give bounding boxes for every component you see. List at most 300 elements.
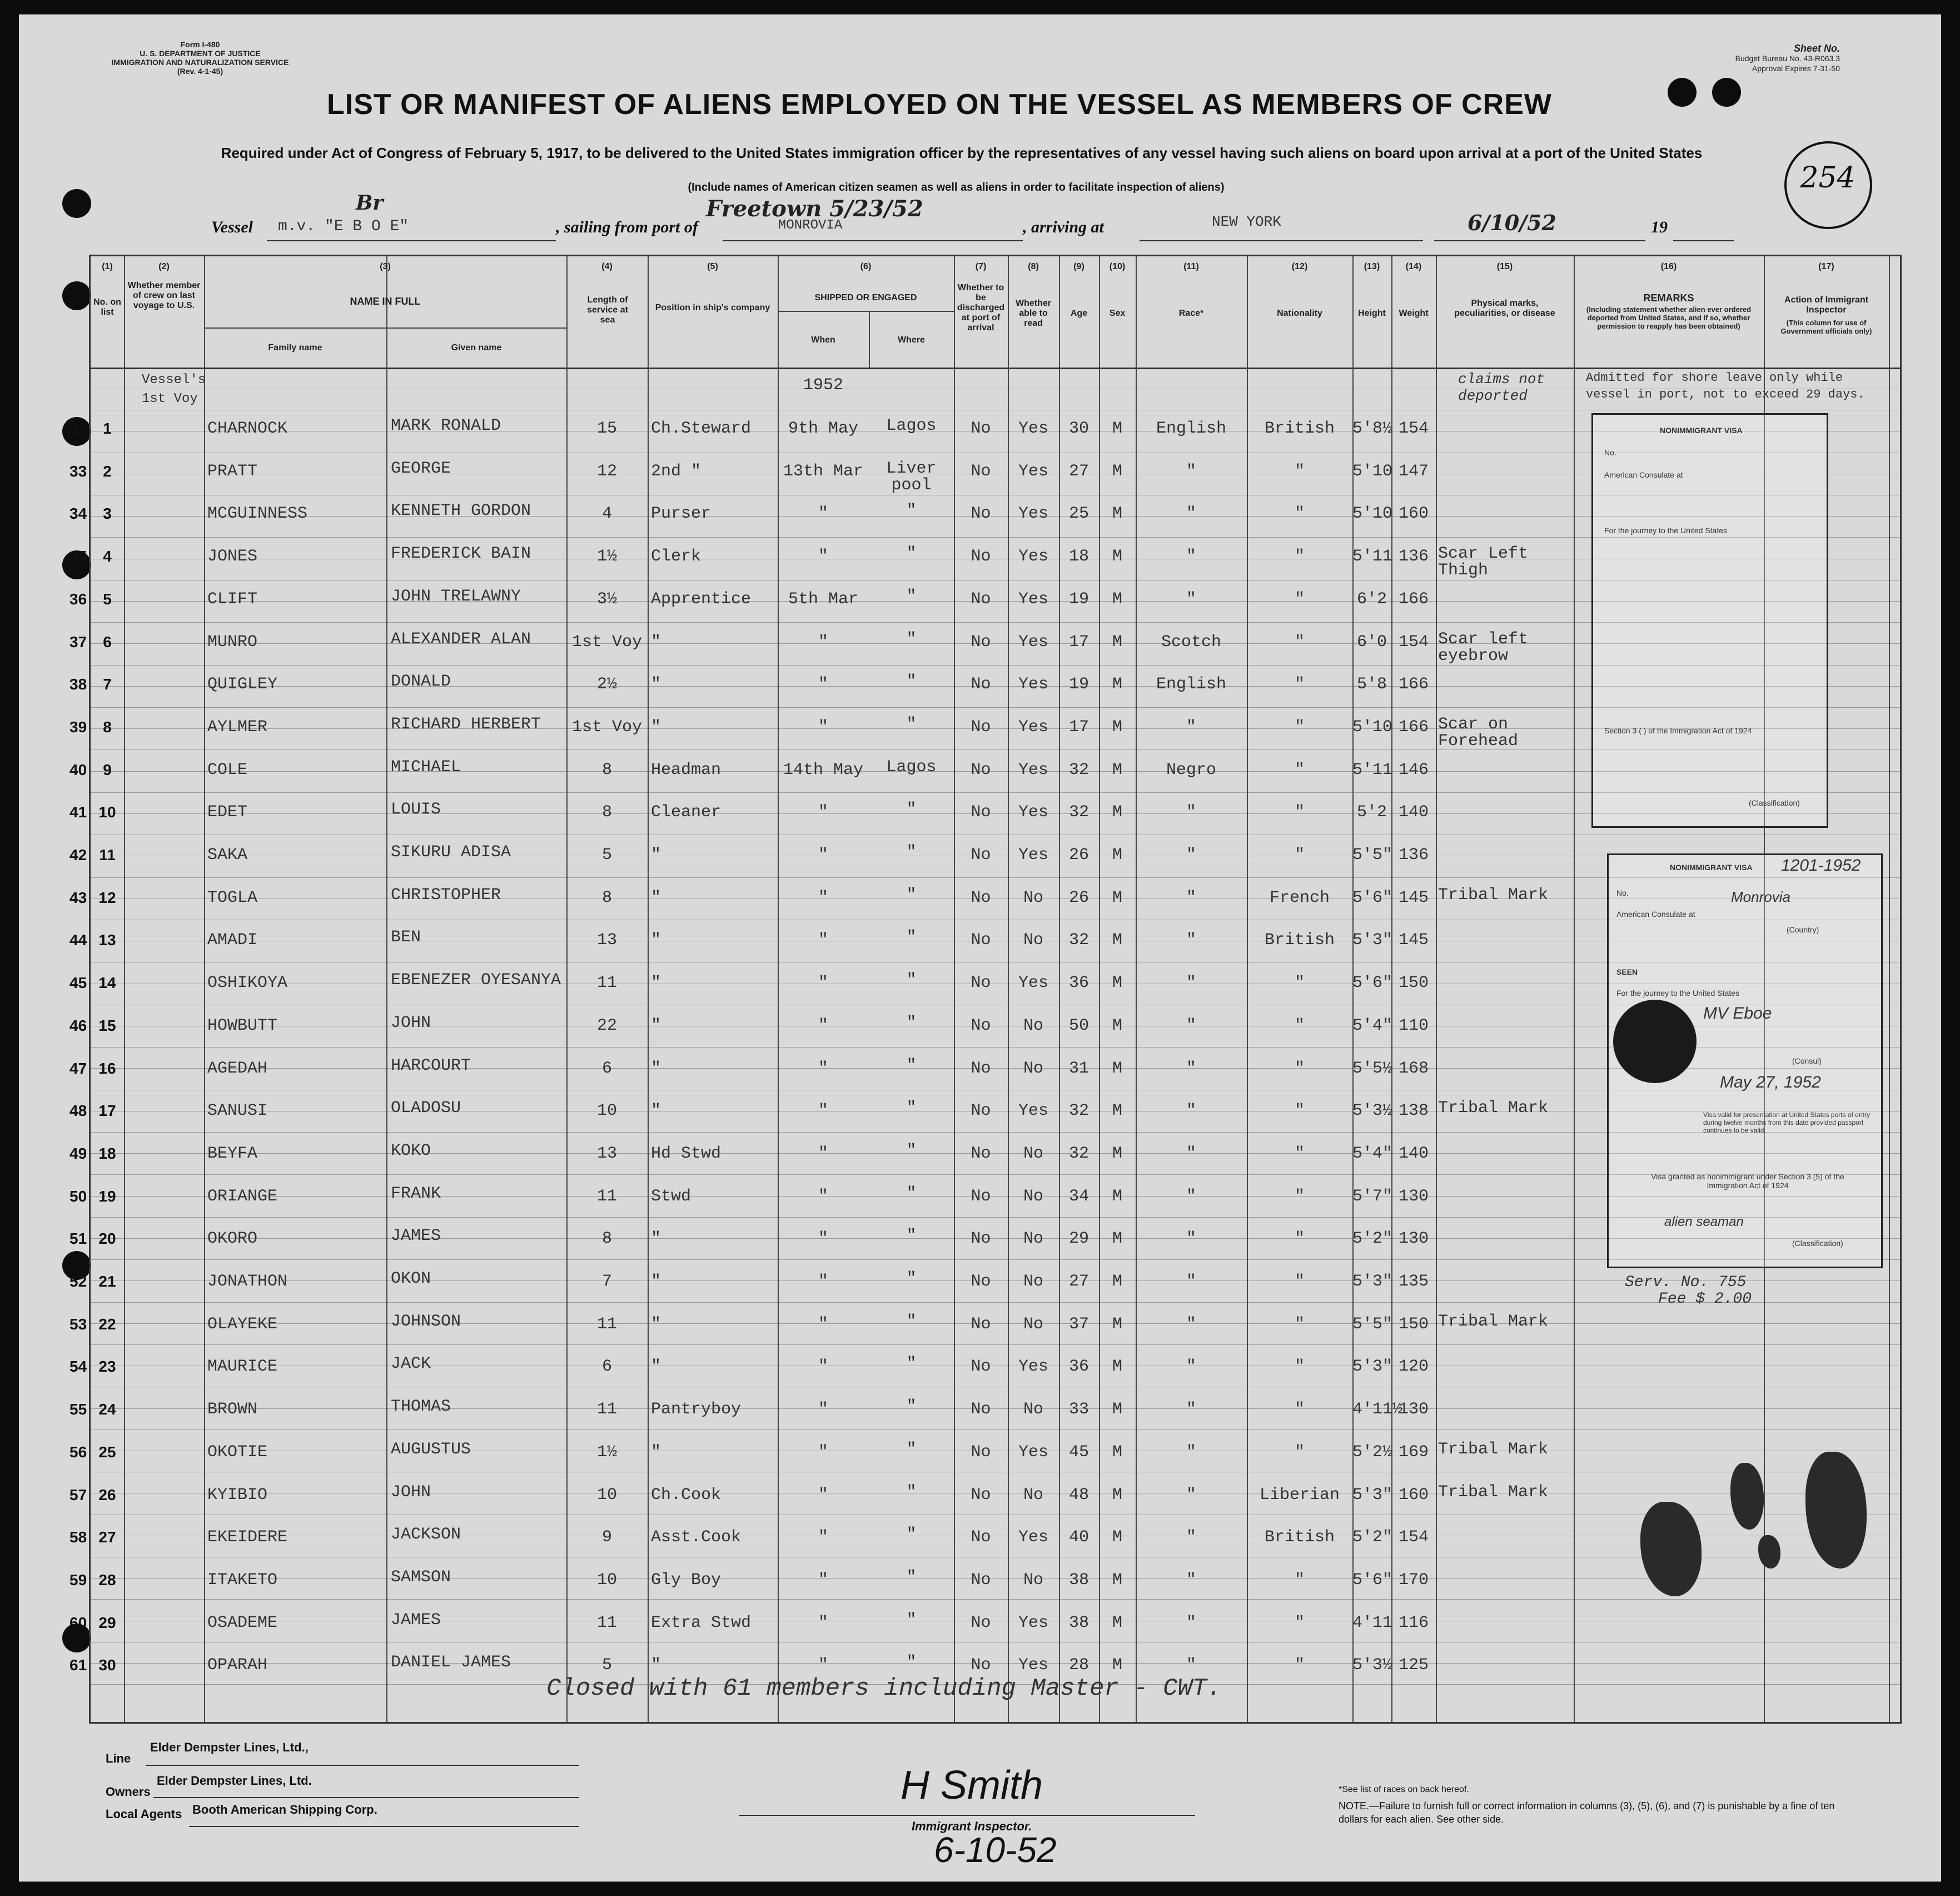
row-18-service: 13 (596, 1144, 617, 1163)
row-22-nationality: " (1294, 1314, 1305, 1334)
row-14-given: EBENEZER OYESANYA (391, 971, 561, 990)
row-10-when: " (818, 803, 828, 822)
row-22-no: 22 (98, 1315, 116, 1333)
row-27-given: JACKSON (391, 1525, 461, 1545)
row-27-read: Yes (1018, 1528, 1048, 1547)
row-15-discharged: No (971, 1016, 991, 1035)
row-19-age: 34 (1068, 1187, 1089, 1206)
row-20-given: JAMES (391, 1227, 441, 1246)
row-6-service: 1st Voy (571, 632, 643, 652)
row-23-height: 5'3" (1352, 1357, 1393, 1377)
row-14-where: " (906, 971, 917, 990)
row-24-no: 24 (98, 1401, 116, 1418)
fingerprint-mark (1758, 1535, 1780, 1569)
row-7-given: DONALD (391, 672, 451, 692)
row-11-sex: M (1112, 846, 1122, 865)
col-num-7: (7) (975, 262, 987, 271)
row-4-sex: M (1112, 547, 1122, 567)
row-14-read: Yes (1018, 974, 1048, 993)
row-22-family: OLAYEKE (207, 1314, 278, 1334)
row-4-race: " (1186, 547, 1196, 567)
col-num-15: (15) (1496, 262, 1513, 271)
visa-journey: For the journey to the United States (1616, 989, 1740, 997)
row-14-when: " (818, 974, 828, 993)
prior-voyage-note: Vessel's 1st Voy (142, 373, 206, 406)
row-15-family: HOWBUTT (207, 1016, 278, 1035)
row-9-read: Yes (1018, 760, 1048, 780)
row-13-marks (1438, 929, 1574, 965)
revision: (Rev. 4-1-45) (177, 67, 223, 76)
row-11-race: " (1186, 846, 1196, 865)
agents-value: Booth American Shipping Corp. (192, 1803, 377, 1816)
row-30-no: 30 (98, 1656, 116, 1674)
row-7-race: English (1156, 675, 1227, 694)
row-12-nationality: French (1269, 888, 1330, 907)
row-21-marks (1438, 1270, 1574, 1306)
row-6-age: 17 (1068, 632, 1089, 652)
col-num-17: (17) (1818, 262, 1834, 271)
row-22-sex: M (1112, 1314, 1122, 1334)
row-30-height: 5'3½ (1352, 1656, 1393, 1675)
row-2-no: 2 (103, 462, 112, 480)
row-22-service: 11 (596, 1314, 617, 1334)
row-23-sex: M (1112, 1357, 1122, 1377)
service-number: Serv. No. 755 (1625, 1274, 1747, 1291)
col-label-4: Length of service at sea (587, 295, 628, 325)
row-24-service: 11 (596, 1400, 617, 1419)
row-12-weight: 145 (1398, 888, 1429, 907)
visa1-line-3: For the journey to the United States (1604, 526, 1728, 535)
row-6-race: Scotch (1161, 632, 1222, 652)
vessel-name: m.v. "E B O E" (278, 218, 409, 235)
row-28-sex: M (1112, 1570, 1122, 1590)
row-5-nationality: " (1294, 589, 1305, 609)
row-21-weight: 135 (1398, 1272, 1429, 1291)
row-21-given: OKON (391, 1269, 431, 1288)
row-24-nationality: " (1294, 1400, 1305, 1419)
row-1-service: 15 (596, 419, 617, 438)
row-9-sex: M (1112, 760, 1122, 780)
row-6-weight: 154 (1398, 632, 1429, 652)
row-28-no: 28 (98, 1571, 116, 1589)
col-label-14: Weight (1399, 309, 1429, 318)
row-11-marks (1438, 844, 1574, 880)
row-30-weight: 125 (1398, 1656, 1429, 1675)
row-5-family: CLIFT (207, 589, 258, 609)
visa-fee: Fee $ 2.00 (1658, 1291, 1752, 1308)
row-25-discharged: No (971, 1442, 991, 1462)
row-21-discharged: No (971, 1272, 991, 1291)
row-19-service: 11 (596, 1187, 617, 1206)
row-15-race: " (1186, 1016, 1196, 1035)
row-4-no: 4 (103, 548, 112, 565)
row-29-no: 29 (98, 1614, 116, 1631)
row-27-sex: M (1112, 1528, 1122, 1547)
row-26-family: KYIBIO (207, 1485, 268, 1505)
line-value: Elder Dempster Lines, Ltd., (150, 1740, 309, 1754)
col-label-13: Height (1358, 309, 1386, 318)
col-label-5: Position in ship's company (655, 303, 770, 312)
row-9-no: 9 (103, 761, 112, 778)
row-16-race: " (1186, 1059, 1196, 1078)
row-15-position: " (651, 1016, 661, 1035)
row-14-no: 14 (98, 974, 116, 992)
row-3-height: 5'10 (1352, 504, 1393, 524)
row-21-race: " (1186, 1272, 1196, 1291)
row-6-marks: Scar left eyebrow (1438, 629, 1529, 666)
row-8-no: 8 (103, 718, 112, 736)
row-10-race: " (1186, 803, 1196, 822)
row-8-sex: M (1112, 717, 1122, 737)
crew-table (69, 255, 1902, 1724)
statutory-text: Required under Act of Congress of February 5, 1917, to be delivered to the United States immigration officer by the representatives of any vessel having such aliens on board upon arrival at a port of the United States (221, 145, 1703, 161)
row-8-family: AYLMER (207, 717, 268, 737)
row-3-no: 3 (103, 505, 112, 523)
row-17-age: 32 (1068, 1101, 1089, 1121)
row-20-discharged: No (971, 1229, 991, 1249)
row-22-position: " (651, 1314, 661, 1334)
row-7-margin: 38 (69, 676, 87, 693)
row-21-no: 21 (98, 1273, 116, 1290)
row-10-age: 32 (1068, 803, 1089, 822)
row-5-when: 5th Mar (788, 589, 859, 609)
row-16-when: " (818, 1059, 828, 1078)
row-13-height: 5'3" (1352, 931, 1393, 950)
row-30-where: " (906, 1653, 917, 1672)
row-17-position: " (651, 1101, 661, 1121)
col-num-12: (12) (1291, 262, 1308, 271)
sailing-port: MONROVIA (778, 218, 843, 233)
row-8-weight: 166 (1398, 717, 1429, 737)
form-number: Form I-480 (180, 40, 220, 49)
row-19-weight: 130 (1398, 1187, 1429, 1206)
sailing-label: , sailing from port of (556, 218, 698, 236)
col-family-name: Family name (268, 343, 322, 353)
col-label-10: Sex (1109, 309, 1126, 318)
row-24-marks (1438, 1398, 1574, 1434)
row-10-position: Cleaner (651, 803, 722, 822)
row-27-marks (1438, 1526, 1574, 1562)
col-label-3: NAME IN FULL (350, 296, 421, 307)
row-24-family: BROWN (207, 1400, 258, 1419)
row-1-read: Yes (1018, 419, 1048, 438)
row-6-discharged: No (971, 632, 991, 652)
row-17-sex: M (1112, 1101, 1122, 1121)
visa-title: NONIMMIGRANT VISA (1670, 863, 1753, 872)
row-4-service: 1½ (596, 547, 617, 567)
row-3-service: 4 (601, 504, 612, 524)
row-12-family: TOGLA (207, 888, 258, 907)
row-23-family: MAURICE (207, 1357, 278, 1377)
row-18-race: " (1186, 1144, 1196, 1163)
row-5-position: Apprentice (651, 589, 752, 609)
row-16-age: 31 (1068, 1059, 1089, 1078)
visa1-line-4: Section 3 ( ) of the Immigration Act of 1924 (1604, 726, 1752, 735)
row-26-weight: 160 (1398, 1485, 1429, 1505)
row-1-height: 5'8½ (1352, 419, 1393, 438)
row-13-weight: 145 (1398, 931, 1429, 950)
row-3-nationality: " (1294, 504, 1305, 524)
row-13-age: 32 (1068, 931, 1089, 950)
row-29-margin: 60 (69, 1614, 87, 1631)
row-8-service: 1st Voy (571, 717, 643, 737)
row-2-race: " (1186, 461, 1196, 481)
row-11-family: SAKA (207, 846, 248, 865)
row-17-marks: Tribal Mark (1438, 1099, 1549, 1118)
row-5-given: JOHN TRELAWNY (391, 587, 521, 606)
visa-no-label: No. (1616, 889, 1629, 897)
row-11-discharged: No (971, 846, 991, 865)
row-15-no: 15 (98, 1016, 116, 1034)
row-1-family: CHARNOCK (207, 419, 288, 438)
row-10-service: 8 (601, 803, 612, 822)
col-num-8: (8) (1028, 262, 1039, 271)
form-identification (83, 40, 317, 76)
row-20-when: " (818, 1229, 828, 1249)
row-8-given: RICHARD HERBERT (391, 714, 541, 734)
visa-number: 1201-1952 (1781, 856, 1861, 875)
row-25-family: OKOTIE (207, 1442, 268, 1462)
row-14-race: " (1186, 974, 1196, 993)
row-24-when: " (818, 1400, 828, 1419)
row-24-where: " (906, 1397, 917, 1417)
row-19-family: ORIANGE (207, 1187, 278, 1206)
visa-seen: SEEN (1616, 967, 1638, 976)
row-18-where: " (906, 1141, 917, 1160)
row-21-when: " (818, 1272, 828, 1291)
col-sub-16: (Including statement whether alien ever ordered deported from United States, and if so, whether permission to reapply has been obtained) (1586, 305, 1752, 330)
row-6-position: " (651, 632, 661, 652)
row-30-nationality: " (1294, 1656, 1305, 1675)
row-15-weight: 110 (1398, 1016, 1429, 1035)
row-16-where: " (906, 1056, 917, 1075)
col-where: Where (898, 335, 925, 345)
row-19-race: " (1186, 1187, 1196, 1206)
row-19-where: " (906, 1184, 917, 1203)
row-16-read: No (1023, 1059, 1043, 1078)
row-30-age: 28 (1068, 1656, 1089, 1675)
row-6-sex: M (1112, 632, 1122, 652)
row-13-margin: 44 (69, 931, 87, 949)
row-17-read: Yes (1018, 1101, 1048, 1121)
row-17-when: " (818, 1101, 828, 1121)
row-30-race: " (1186, 1656, 1196, 1675)
row-18-nationality: " (1294, 1144, 1305, 1163)
row-13-read: No (1023, 931, 1043, 950)
row-20-nationality: " (1294, 1229, 1305, 1249)
row-24-weight: 130 (1398, 1400, 1429, 1419)
row-30-when: " (818, 1656, 828, 1675)
inspector-date: 6-10-52 (934, 1830, 1057, 1870)
row-9-nationality: " (1294, 760, 1305, 780)
row-25-height: 5'2½ (1352, 1442, 1393, 1462)
row-8-race: " (1186, 717, 1196, 737)
row-3-when: " (818, 504, 828, 524)
fingerprint-mark (1640, 1502, 1702, 1596)
row-1-discharged: No (971, 419, 991, 438)
row-14-sex: M (1112, 974, 1122, 993)
row-12-marks: Tribal Mark (1438, 885, 1549, 905)
row-1-position: Ch.Steward (651, 419, 752, 438)
row-17-where: " (906, 1099, 917, 1118)
row-28-marks (1438, 1569, 1574, 1605)
row-7-age: 19 (1068, 675, 1089, 694)
col-label-15: Physical marks, peculiarities, or disease (1454, 299, 1555, 318)
row-8-height: 5'10 (1352, 717, 1393, 737)
row-4-read: Yes (1018, 547, 1048, 567)
row-12-race: " (1186, 888, 1196, 907)
row-4-weight: 136 (1398, 547, 1429, 567)
row-3-margin: 34 (69, 505, 87, 523)
row-3-family: MCGUINNESS (207, 504, 308, 524)
row-15-given: JOHN (391, 1013, 431, 1033)
row-4-height: 5'11 (1352, 547, 1393, 567)
row-14-service: 11 (596, 974, 617, 993)
row-21-margin: 52 (69, 1273, 87, 1290)
row-3-age: 25 (1068, 504, 1089, 524)
row-18-read: No (1023, 1144, 1043, 1163)
row-16-nationality: " (1294, 1059, 1305, 1078)
row-27-where: " (906, 1525, 917, 1545)
row-13-given: BEN (391, 928, 421, 947)
row-18-marks (1438, 1143, 1574, 1178)
row-23-service: 6 (601, 1357, 612, 1377)
row-29-sex: M (1112, 1613, 1122, 1632)
row-27-margin: 58 (69, 1528, 87, 1546)
approval-expiry: Approval Expires 7-31-50 (1752, 64, 1840, 73)
row-10-where: " (906, 800, 917, 820)
row-17-race: " (1186, 1101, 1196, 1121)
row-7-service: 2½ (596, 675, 617, 694)
row-28-age: 38 (1068, 1570, 1089, 1590)
row-7-position: " (651, 675, 661, 694)
row-23-read: Yes (1018, 1357, 1048, 1377)
row-18-margin: 49 (69, 1144, 87, 1162)
row-16-given: HARCOURT (391, 1056, 471, 1075)
row-15-service: 22 (596, 1016, 617, 1035)
owners-value: Elder Dempster Lines, Ltd. (157, 1774, 312, 1788)
row-9-marks (1438, 759, 1574, 795)
row-22-age: 37 (1068, 1314, 1089, 1334)
row-14-family: OSHIKOYA (207, 974, 288, 993)
row-11-nationality: " (1294, 846, 1305, 865)
row-23-position: " (651, 1357, 661, 1377)
closing-note: Closed with 61 members including Master - CWT. (546, 1675, 1222, 1703)
row-20-position: " (651, 1229, 661, 1249)
row-16-weight: 168 (1398, 1059, 1429, 1078)
row-22-where: " (906, 1312, 917, 1331)
fingerprint-mark (1730, 1463, 1764, 1530)
row-22-given: JOHNSON (391, 1312, 461, 1331)
row-2-margin: 33 (69, 462, 87, 480)
row-13-race: " (1186, 931, 1196, 950)
row-21-nationality: " (1294, 1272, 1305, 1291)
row-12-age: 26 (1068, 888, 1089, 907)
row-22-when: " (818, 1314, 828, 1334)
row-17-service: 10 (596, 1101, 617, 1121)
row-9-where: Lagos (886, 757, 937, 777)
row-25-when: " (818, 1442, 828, 1462)
row-20-height: 5'2" (1352, 1229, 1393, 1249)
row-26-no: 26 (98, 1486, 116, 1503)
row-5-sex: M (1112, 589, 1122, 609)
row-26-position: Ch.Cook (651, 1485, 722, 1505)
row-14-discharged: No (971, 974, 991, 993)
row-30-sex: M (1112, 1656, 1122, 1675)
row-12-height: 5'6" (1352, 888, 1393, 907)
visa-country-label: (Country) (1787, 925, 1819, 934)
row-5-service: 3½ (596, 589, 617, 609)
col-num-11: (11) (1183, 262, 1199, 271)
row-14-position: " (651, 974, 661, 993)
row-17-weight: 138 (1398, 1101, 1429, 1121)
shipped-year: 1952 (803, 376, 843, 395)
row-7-sex: M (1112, 675, 1122, 694)
row-11-no: 11 (99, 846, 116, 863)
row-21-sex: M (1112, 1272, 1122, 1291)
row-17-discharged: No (971, 1101, 991, 1121)
vessel-flag-note: Br (356, 191, 384, 215)
row-20-race: " (1186, 1229, 1196, 1249)
row-9-discharged: No (971, 760, 991, 780)
row-5-discharged: No (971, 589, 991, 609)
row-15-when: " (818, 1016, 828, 1035)
row-18-no: 18 (98, 1144, 116, 1162)
row-18-when: " (818, 1144, 828, 1163)
row-25-nationality: " (1294, 1442, 1305, 1462)
row-25-read: Yes (1018, 1442, 1048, 1462)
row-2-given: GEORGE (391, 459, 451, 478)
row-5-weight: 166 (1398, 589, 1429, 609)
row-16-marks (1438, 1058, 1574, 1093)
row-3-given: KENNETH GORDON (391, 502, 531, 521)
row-17-margin: 48 (69, 1102, 87, 1120)
row-6-when: " (818, 632, 828, 652)
row-17-height: 5'3½ (1352, 1101, 1393, 1121)
row-12-where: " (906, 885, 917, 905)
row-12-discharged: No (971, 888, 991, 907)
row-25-where: " (906, 1440, 917, 1459)
consular-seal (1613, 1000, 1697, 1083)
row-29-position: Extra Stwd (651, 1613, 752, 1632)
row-8-read: Yes (1018, 717, 1048, 737)
row-6-where: " (906, 629, 917, 649)
visa-classification-label: (Classification) (1792, 1239, 1843, 1248)
row-18-discharged: No (971, 1144, 991, 1163)
row-11-when: " (818, 846, 828, 865)
row-25-no: 25 (98, 1443, 116, 1461)
row-27-height: 5'2" (1352, 1528, 1393, 1547)
row-2-where: Liver pool (886, 459, 937, 495)
visa-consulate-value: Monrovia (1731, 889, 1790, 905)
row-15-read: No (1023, 1016, 1043, 1035)
row-23-margin: 54 (69, 1358, 87, 1376)
row-20-margin: 51 (69, 1230, 87, 1248)
races-note: *See list of races on back hereof. (1339, 1785, 1469, 1794)
row-16-service: 6 (601, 1059, 612, 1078)
fingerprint-mark (1805, 1452, 1867, 1569)
row-30-position: " (651, 1656, 661, 1675)
col-num-6: (6) (860, 262, 872, 271)
row-14-height: 5'6" (1352, 974, 1393, 993)
row-7-marks (1438, 673, 1574, 709)
marks-handwritten-note: claims not deported (1458, 371, 1545, 404)
row-21-age: 27 (1068, 1272, 1089, 1291)
row-5-marks (1438, 588, 1574, 624)
row-28-read: No (1023, 1570, 1043, 1590)
row-8-age: 17 (1068, 717, 1089, 737)
row-5-read: Yes (1018, 589, 1048, 609)
